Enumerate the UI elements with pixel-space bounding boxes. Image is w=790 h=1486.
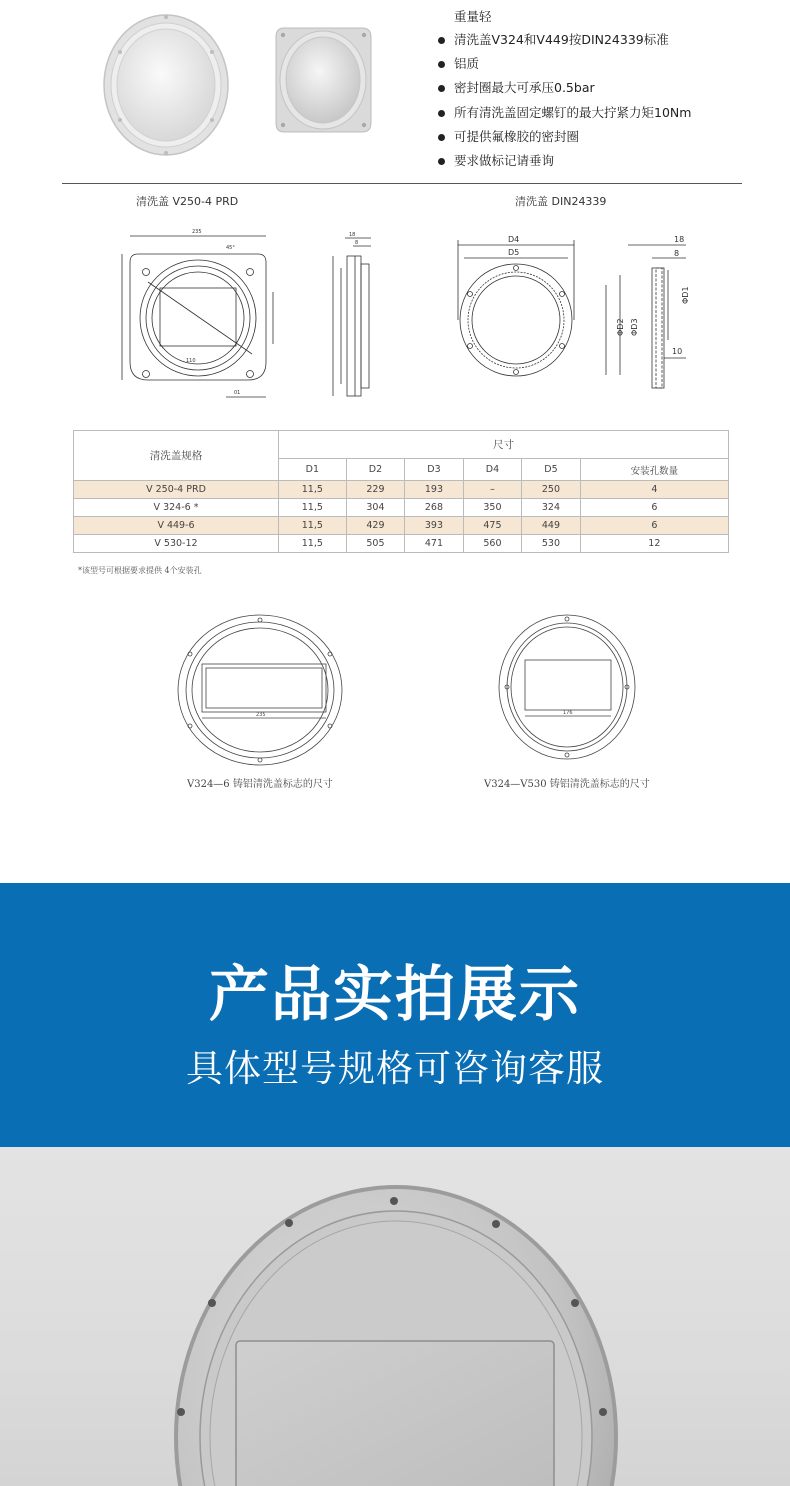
v324-6-marking-drawing: [174, 612, 346, 768]
col-header-d2: D2: [346, 459, 405, 481]
section-divider: [62, 183, 742, 184]
feature-item: 铝质: [436, 52, 776, 76]
cell: 471: [405, 535, 464, 553]
dim-t18: 18: [674, 235, 685, 244]
dim-d2: ΦD2: [616, 318, 625, 336]
cell: 6: [580, 499, 728, 517]
col-header-d3: D3: [405, 459, 464, 481]
section-banner: [0, 883, 790, 1147]
cell: 350: [463, 499, 522, 517]
row-name: V 324-6 *: [74, 499, 279, 517]
cell: 324: [522, 499, 581, 517]
cell: 11,5: [279, 499, 347, 517]
v324-v530-marking-drawing: [497, 612, 637, 762]
feature-item: 可提供氟橡胶的密封圈: [436, 125, 776, 149]
round-cover-photo: [100, 10, 235, 160]
right-drawing-caption: 清洗盖 DIN24339: [515, 195, 607, 208]
bullet-icon: [438, 158, 445, 165]
cell: 11,5: [279, 535, 347, 553]
feature-list: [436, 6, 776, 173]
bullet-icon: [438, 134, 445, 141]
bullet-icon: [438, 85, 445, 92]
dim-d5: D5: [508, 248, 520, 257]
bullet-icon: [438, 61, 445, 68]
col-header-d4: D4: [463, 459, 522, 481]
banner-title: 产品实拍展示: [209, 960, 581, 1030]
row-name: V 530-12: [74, 535, 279, 553]
marking-dim-right: 176: [563, 710, 573, 716]
table-row: [74, 535, 729, 553]
dim-inner: 110: [186, 358, 196, 364]
cell: 6: [580, 517, 728, 535]
bullet-icon: [438, 37, 445, 44]
cell: 4: [580, 481, 728, 499]
cell: 475: [463, 517, 522, 535]
row-name: V 250-4 PRD: [74, 481, 279, 499]
bullet-icon: [438, 110, 445, 117]
left-drawing-caption: 清洗盖 V250-4 PRD: [136, 195, 239, 208]
cell: 12: [580, 535, 728, 553]
din24339-side-drawing: [598, 230, 693, 395]
dim-d4: D4: [508, 235, 520, 244]
cell: 505: [346, 535, 405, 553]
feature-item: 所有清洗盖固定螺钉的最大拧紧力矩10Nm: [436, 101, 776, 125]
cell: 449: [522, 517, 581, 535]
marking-dim-left: 235: [256, 712, 266, 718]
dim-angle: 45°: [226, 245, 235, 251]
cell: 250: [522, 481, 581, 499]
dim-width: 235: [192, 229, 202, 235]
table-footnote: *该型号可根据要求提供 4个安装孔: [78, 566, 202, 575]
square-cover-photo: [274, 24, 374, 136]
cleaning-cover-photo: [0, 1147, 790, 1486]
feature-item: 要求做标记请垂询: [436, 149, 776, 173]
col-header-d5: D5: [522, 459, 581, 481]
dim-top1: 18: [349, 232, 356, 238]
cell: 393: [405, 517, 464, 535]
cell: 304: [346, 499, 405, 517]
dim-t10: 10: [672, 347, 683, 356]
table-row: [74, 481, 729, 499]
product-photo: [0, 1147, 790, 1486]
cell: 11,5: [279, 517, 347, 535]
cell: 530: [522, 535, 581, 553]
cell: 229: [346, 481, 405, 499]
feature-heading: 重量轻: [454, 9, 492, 24]
right-marking-caption: V324—V530 铸铝清洗盖标志的尺寸: [484, 779, 650, 790]
spec-table: [73, 430, 729, 553]
dim-side: 01: [234, 390, 241, 396]
dim-t8: 8: [674, 249, 680, 258]
spec-name-header: 清洗盖规格: [74, 431, 279, 481]
feature-item: 密封圈最大可承压0.5bar: [436, 76, 776, 100]
dim-d1: ΦD1: [681, 286, 690, 304]
spec-size-header: 尺寸: [279, 431, 729, 459]
dim-top2: 8: [355, 240, 359, 246]
col-header-d1: D1: [279, 459, 347, 481]
row-name: V 449-6: [74, 517, 279, 535]
left-marking-caption: V324—6 铸铝清洗盖标志的尺寸: [187, 779, 333, 790]
din24339-front-drawing: [450, 228, 582, 408]
cell: 11,5: [279, 481, 347, 499]
cell: 429: [346, 517, 405, 535]
col-header-holes: 安装孔数量: [580, 459, 728, 481]
cell: 560: [463, 535, 522, 553]
cell: 193: [405, 481, 464, 499]
table-row: [74, 499, 729, 517]
dim-d3: ΦD3: [630, 318, 639, 336]
cell: 268: [405, 499, 464, 517]
table-row: [74, 517, 729, 535]
v250-front-drawing: [108, 222, 278, 412]
feature-item: 清洗盖V324和V449按DIN24339标准: [436, 28, 776, 52]
v250-side-drawing: [325, 228, 380, 403]
cell: –: [463, 481, 522, 499]
banner-subtitle: 具体型号规格可咨询客服: [186, 1047, 604, 1090]
